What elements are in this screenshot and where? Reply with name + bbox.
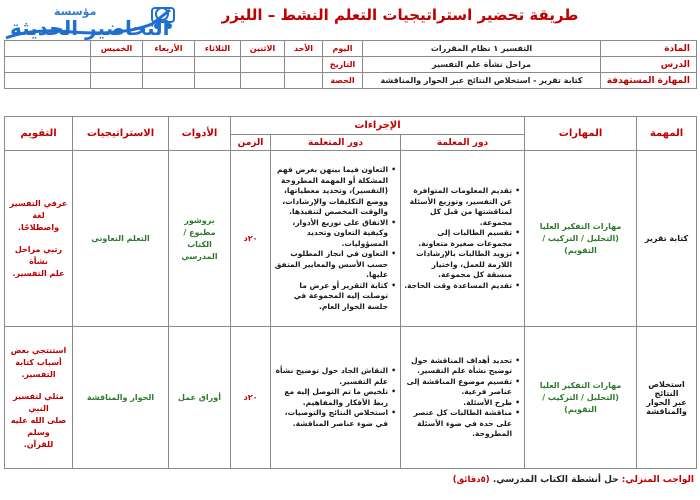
time-cell: ٢٠د [231, 327, 271, 469]
logo-small-text: مؤسسة [54, 5, 97, 18]
homework-line [4, 474, 694, 496]
evaluation-cell [5, 327, 73, 469]
eval-line: للقرآن. [23, 439, 54, 449]
eval-line: أسباب كتابة [15, 357, 62, 367]
col-student-role: دور المتعلمة [271, 135, 401, 151]
list-item: • تلخيص ما تم التوصل إليه مع ربط الأفكار والمفاهيم. [274, 387, 396, 408]
subject-value: التفسير ١ نظام المقررات [363, 41, 601, 57]
teacher-role-cell [401, 151, 525, 327]
day-tue: الثلاثاء [195, 41, 241, 57]
list-item: • مناقشة الطالبات كل عنصر على حدة في ضوء الأسئلة المطروحة. [404, 408, 520, 440]
strategy-cell: الحوار والمناقشة [73, 327, 169, 469]
header-row [5, 73, 697, 89]
header-row [5, 41, 697, 57]
task-cell: كتابة تقرير [637, 151, 697, 327]
tool-line: الكتاب [187, 239, 212, 249]
col-time: الزمن [231, 135, 271, 151]
list-item: • النقاش الجاد حول توضيح نشأة علم التفسير. [274, 366, 396, 387]
skills-line: (التحليل / التركيب / التقويم) [542, 233, 619, 255]
day-thu: الخميس [91, 41, 143, 57]
day-wed: الأربعاء [143, 41, 195, 57]
list-item: • تقسيم موضوع المناقشة إلى عناصر فرعية. [404, 377, 520, 398]
eval-line: مثلي لتفسير النبي [13, 391, 64, 413]
eval-line: التفسير. [21, 369, 56, 379]
col-skills: المهارات [525, 117, 637, 151]
table-header-row [5, 117, 697, 135]
skills-line: مهارات التفكير العليا [539, 380, 622, 390]
homework-label: الواجب المنزلي: [621, 475, 694, 485]
eval-line [9, 381, 68, 391]
date-label: التاريخ [323, 57, 363, 73]
strategy-cell: التعلم التعاوني [73, 151, 169, 327]
col-procedures: الإجراءات [231, 117, 525, 135]
tools-cell [169, 327, 231, 469]
skills-line: مهارات التفكير العليا [539, 221, 622, 231]
col-task: المهمة [637, 117, 697, 151]
skills-line: (التحليل / التركيب / التقويم) [542, 392, 619, 414]
day-sun: الأحد [285, 41, 323, 57]
list-item: • الاتفاق على توزيع الأدوار، وكيفية التعاون وتحديد المسؤوليات. [274, 218, 396, 250]
subject-label: المادة [601, 41, 697, 57]
list-item: • تقديم المعلومات المتوافرة عن التفسير، وتوزيع الأسئلة لمناقشتها من قبل كل مجموعة. [404, 186, 520, 228]
col-tools: الأدوات [169, 117, 231, 151]
list-item: • التعاون في انجاز المطلوب حسب الأسس والمعايير المتفق عليها. [274, 249, 396, 281]
list-item: • طرح الأسئلة. [404, 398, 520, 409]
eval-line: صلى الله عليه وسلم [10, 415, 67, 437]
student-role-cell [271, 151, 401, 327]
eval-line: علم التفسير. [12, 268, 65, 278]
tools-cell [169, 151, 231, 327]
list-item: • التعاون فيما بينهن بغرض فهم المشكلة أو المهمة المطروحة (التفسير)، وتحديد معطياتها، ووضع التكليفات والإرشادات، والوقت المخصص لتنفيذها. [274, 165, 396, 218]
page-title: طريقة تحضير استراتيجيات التعلم النشط – الليزر [221, 6, 579, 24]
empty-cell [5, 41, 91, 57]
homework-text: حل أنشطة الكتاب المدرسي. [492, 475, 619, 485]
period-label: الحصة [323, 73, 363, 89]
logo-title: التحاضير الحديثة [10, 16, 170, 40]
col-teacher-role: دور المعلمة [401, 135, 525, 151]
eval-line [9, 234, 68, 244]
time-cell: ٢٠د [231, 151, 271, 327]
teacher-role-cell [401, 327, 525, 469]
day-mon: الاثنين [241, 41, 285, 57]
list-item: • تحديد أهداف المناقشة حول توضيح نشأة علم التفسير. [404, 356, 520, 377]
list-item: • تزويد الطالبات بالإرشادات اللازمة للعمل، واختيار منسقة كل مجموعة. [404, 249, 520, 281]
table-row [5, 327, 697, 469]
skills-cell [525, 327, 637, 469]
task-line: استخلاص النتائج [648, 379, 685, 398]
eval-line: رتبي مراحل نشأة [14, 244, 63, 266]
col-strategies: الاستراتيجيات [73, 117, 169, 151]
list-item: • استخلاص النتائج والتوصيات، في ضوء عناصر المناقشة. [274, 408, 396, 429]
list-item: • تقسيم الطالبات إلى مجموعات صغيرة متعاونة. [404, 228, 520, 249]
task-cell [637, 327, 697, 469]
task-line: والمناقشة [646, 406, 687, 416]
tool-line: بروشور [184, 215, 215, 225]
task-line: عبر الحوار [646, 397, 687, 407]
tool-line: مطبوع / [183, 227, 216, 237]
header-row [5, 57, 697, 73]
target-skill-label: المهارة المستهدفة [601, 73, 697, 89]
target-skill-value: كتابة تقرير - استخلاص النتائج عبر الحوار والمناقشة [363, 73, 601, 89]
skills-cell [525, 151, 637, 327]
tool-line: المدرسي [181, 251, 218, 261]
eval-line: استنتجي بعض [10, 345, 67, 355]
homework-duration: (٥دقائق) [452, 475, 490, 485]
list-item: • كتابة التقرير أو عرض ما توصلت إليه المجموعة في جلسة الحوار العام. [274, 281, 396, 313]
day-label: اليوم [323, 41, 363, 57]
student-role-cell [271, 327, 401, 469]
evaluation-cell [5, 151, 73, 327]
logo [2, 2, 180, 44]
table-row [5, 151, 697, 327]
eval-line: عرفي التفسير لغة [9, 198, 68, 220]
list-item: • تقديم المساعدة وقت الحاجة. [404, 281, 520, 292]
eval-line: واصطلاحًا. [17, 222, 60, 232]
lesson-value: مراحل نشأة علم التفسير [363, 57, 601, 73]
col-evaluation: التقويم [5, 117, 73, 151]
tool-line: أوراق عمل [178, 392, 221, 402]
lesson-label: الدرس [601, 57, 697, 73]
procedures-table [4, 116, 697, 469]
header-info-table [4, 40, 697, 89]
